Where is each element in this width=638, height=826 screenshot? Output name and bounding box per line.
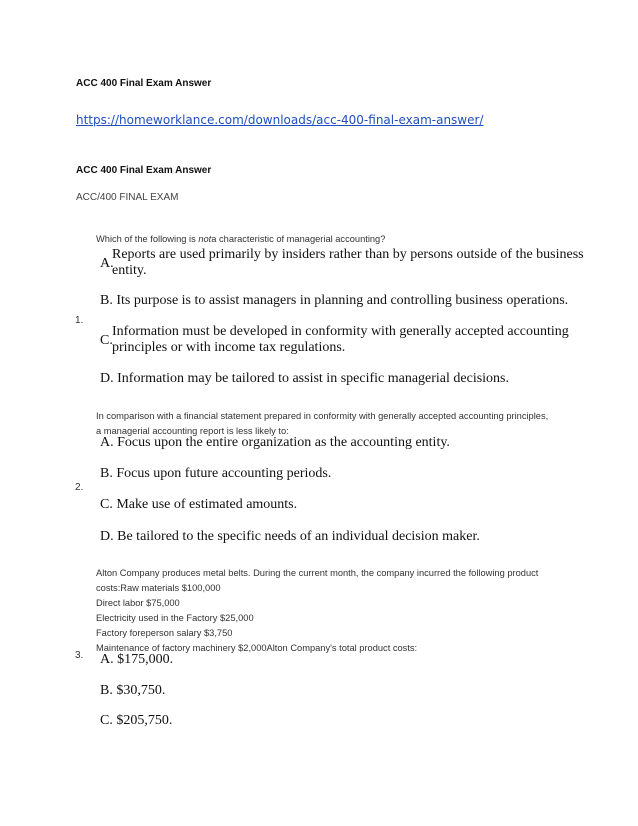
question-2-option-b: [100, 466, 331, 482]
option-letter: D.: [100, 529, 114, 544]
option-letter: B.: [100, 466, 113, 481]
question-1-option-b: [100, 293, 568, 309]
question-3-number: 3.: [75, 650, 84, 661]
option-letter: D.: [100, 371, 114, 386]
question-2-option-a: [100, 435, 450, 451]
question-3-option-c: [100, 713, 172, 729]
exam-label: ACC/400 FINAL EXAM: [76, 192, 179, 203]
option-text: Its purpose is to assist managers in planning and controlling business operations.: [116, 293, 569, 308]
option-text: Reports are used primarily by insiders rather than by persons outside of the business entity.: [112, 247, 584, 278]
option-letter: A.: [100, 435, 114, 450]
option-text: Information must be developed in conformity with generally accepted accounting principles or with income tax regulations.: [112, 324, 569, 355]
option-text: $205,750.: [116, 713, 173, 728]
option-letter: C.: [100, 333, 113, 348]
option-text: Focus upon future accounting periods.: [116, 466, 332, 481]
option-letter: C.: [100, 713, 113, 728]
question-2-stem: In comparison with a financial statement prepared in conformity with generally accepted accounting principles, a managerial accounting report is less likely to:: [96, 411, 549, 436]
document-title: ACC 400 Final Exam Answer: [76, 78, 212, 89]
option-text: Information may be tailored to assist in specific managerial decisions.: [117, 371, 510, 386]
option-letter: A.: [100, 256, 114, 271]
section-heading: ACC 400 Final Exam Answer: [76, 165, 212, 176]
question-3-option-a: [100, 652, 173, 668]
option-text: $175,000.: [117, 652, 174, 667]
question-1-number: 1.: [75, 315, 84, 326]
option-text: Be tailored to the specific needs of an individual decision maker.: [117, 529, 480, 544]
download-link[interactable]: https://homeworklance.com/downloads/acc-400-final-exam-answer/: [76, 113, 484, 127]
option-text: $30,750.: [116, 683, 166, 698]
option-text: Focus upon the entire organization as the accounting entity.: [117, 435, 450, 450]
question-2-option-d: [100, 529, 480, 545]
question-3-option-b: [100, 683, 165, 699]
question-2-option-c: [100, 497, 297, 513]
option-letter: B.: [100, 683, 113, 698]
question-1-stem: Which of the following is nota characteristic of managerial accounting?: [96, 234, 386, 244]
option-letter: A.: [100, 652, 114, 667]
question-3-stem: Alton Company produces metal belts. During the current month, the company incurred the following product costs:Raw materials $100,000 Direct labor $75,000 Electricity used in the Factory $25,000 Factory foreperson salary $3,750 Maintenance of factory machinery $2,000Alton Company's total product costs:: [96, 568, 539, 653]
option-letter: C.: [100, 497, 113, 512]
option-letter: B.: [100, 293, 113, 308]
question-1-option-d: [100, 371, 509, 387]
question-2-number: 2.: [75, 482, 84, 493]
option-text: Make use of estimated amounts.: [116, 497, 298, 512]
